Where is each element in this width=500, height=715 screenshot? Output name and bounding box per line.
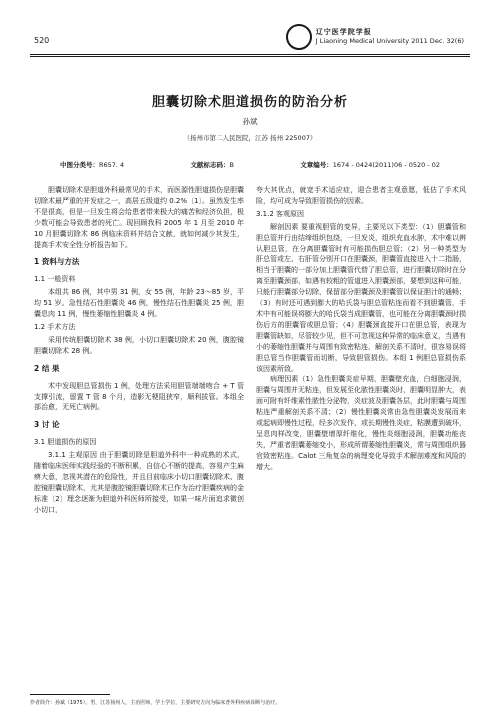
clc-number xyxy=(60,160,124,169)
document-code xyxy=(191,160,234,169)
document-code-label: 文献标志码： xyxy=(190,161,230,169)
document-code-value: B xyxy=(229,161,234,169)
body-paragraph: 解剖因素 要重视胆管的变异，主要见以下类型：（1）胆囊管和胆总管并行由结缔组织包绕，一旦发炎，组织充血水肿，术中难以辨认胆总管，在分离胆囊管时有可能损伤胆总管；（2）另一种类型为肝总管或左、右肝管分别开口在胆囊颈，胆囊管直接进入十二指肠，相当于胆囊的一部分加上胆囊管代替了胆总管，进行胆囊切除时在分离至胆囊颈部，如遇有较粗的管道进入胆囊颈部，要想到这种可能，只能行胆囊部分切除，保留部分胆囊颈及胆囊管以保证胆汁的通畅；（3）有时还可遇到膨大的哈氏袋与胆总管粘连而看不到胆囊管，手术中有可能误将膨大的哈氏袋当成胆囊管，也可能在分离胆囊颈时损伤后方的胆囊管或胆总管；（4）胆囊颈直接开口在胆总管，表现为胆囊管缺如，尽管较少见，但不可忽视这种异常的临床意义，当遇有小的萎缩性胆囊并与周围有致密粘连，解剖关系不清时，很容易误将胆总管当作胆囊管而切断，导致胆管损伤。本组 1 例胆总管损伤系该因素所致。 xyxy=(256,222,466,373)
journal-issue: 2011 Dec. 32(6) xyxy=(411,37,464,45)
article-id xyxy=(300,160,440,169)
body-paragraph: 术中发现胆总管损伤 1 例，处理方法采用胆管端端吻合 + T 管支撑引流，留置 T 管 8 个月，造影无梗阻狭窄，顺利拔管。本组全部治愈，无死亡病例。 xyxy=(34,381,244,412)
clc-value: R657. 4 xyxy=(99,161,125,169)
section-heading: 1 资料与方法 xyxy=(34,257,80,267)
page-number: 520 xyxy=(34,36,50,45)
header-rule-thin xyxy=(30,56,470,57)
journal-name-en-text: J Liaoning Medical University xyxy=(315,37,410,45)
body-paragraph: 夸大其优点，就宽手术适应症，迎合患者主观意愿，低估了手术风险，均可成为导致胆管损伤的因素。 xyxy=(256,186,466,205)
body-paragraph: 病理因素（1）急性胆囊炎症早期，胆囊壁充血，白细胞浸润，胆囊与周围并无粘连，但发展至化脓性胆囊炎时，胆囊明显肿大，表面可附有纤维素性脓性分泌物，炎症波及胆囊各层，此时胆囊与周围粘连严重解剖关系不清；（2）慢性胆囊炎常由急性胆囊炎发展而来或起病即慢性过程，经多次发作，或长期慢性炎症，粘膜遭到破坏，呈息肉样改变，胆囊壁增厚纤维化，慢性炎细胞浸润，胆囊功能丧失，严重者胆囊萎缩变小，形成所谓萎缩性胆囊炎，常与周围组织器官致密粘连。Calot 三角复杂的病理变化导致手术解剖难度和风险的增大。 xyxy=(256,375,466,471)
subsection-heading: 3.1 胆道损伤的原因 xyxy=(34,438,97,447)
article-id-value: 1674 - 0424(2011)06 - 0520 - 02 xyxy=(332,161,440,169)
subsection-heading: 1.1 一般资料 xyxy=(34,275,76,284)
left-column xyxy=(34,185,244,516)
subsection-heading: 3.1.2 客观原因 xyxy=(256,209,305,218)
right-column xyxy=(256,185,466,473)
journal-header-text xyxy=(316,28,464,46)
body-paragraph: 本组共 86 例，其中男 31 例，女 55 例，年龄 23～85 岁，平均 51 岁。急性结石性胆囊炎 46 例，慢性结石性胆囊炎 25 例，胆囊息肉 11 例，慢性萎缩性胆囊炎 4 例。 xyxy=(34,288,244,319)
article-affiliation: （扬州市第二人民医院，江苏 扬州 225007） xyxy=(183,134,317,142)
article-metadata xyxy=(60,160,440,169)
clc-label: 中图分类号： xyxy=(60,161,99,169)
subsection-heading: 1.2 手术方法 xyxy=(34,322,76,331)
body-paragraph: 胆囊切除术是胆道外科最常见的手术，而医源性胆道损伤是胆囊切除术最严重的并发症之一，高居五级道约 0.2%〔1〕。虽然发生率不是很高，但是一旦发生将会给患者带来极大的痛苦和经济负担，极少数可能会导致患者的死亡。现回顾我科 2005 年 1 月至 2010 年 10 月胆囊切除术 86 例临床资料并结合文献，就如何减少其发生，提高手术安全性分析报告如下。 xyxy=(34,186,244,249)
body-paragraph: 采用传统胆囊切除术 38 例，小切口胆囊切除术 20 例，腹腔镜胆囊切除术 28 例。 xyxy=(34,335,244,355)
body-paragraph: 3.1.1 主观原因 由于胆囊切除是胆道外科中一种成熟的术式，随着临床医师实践经验的不断积累，自信心不断的提高，容易产生麻痹大意，忽视其潜在的危险性，并且目前临床小切口胆囊切除术、腹腔镜胆囊切除术，尤其是腹腔镜胆囊切除术已作为治疗胆囊疾病的金标准〔2〕理念逐渐为胆道外科医师所接受，如果一味片面追求微创小切口， xyxy=(34,451,244,514)
journal-name-cn: 辽宁医学院学报 xyxy=(315,28,372,36)
journal-name-en xyxy=(316,37,464,46)
header-rule xyxy=(30,54,470,55)
journal-seal-icon xyxy=(286,24,312,50)
journal-header xyxy=(286,24,464,50)
footnote-rule xyxy=(30,694,110,695)
article-author: 孙斌 xyxy=(242,117,258,126)
section-heading: 2 结 果 xyxy=(34,363,60,373)
article-id-label: 文章编号： xyxy=(300,161,333,169)
section-heading: 3 讨 论 xyxy=(34,420,60,430)
author-footnote: 作者简介：孙斌（1975），男，江苏扬州人，主治医师，学士学位，主要研究方向为临床普外科疾病诊断与治疗。 xyxy=(30,700,281,706)
article-title: 胆囊切除术胆道损伤的防治分析 xyxy=(151,95,348,110)
